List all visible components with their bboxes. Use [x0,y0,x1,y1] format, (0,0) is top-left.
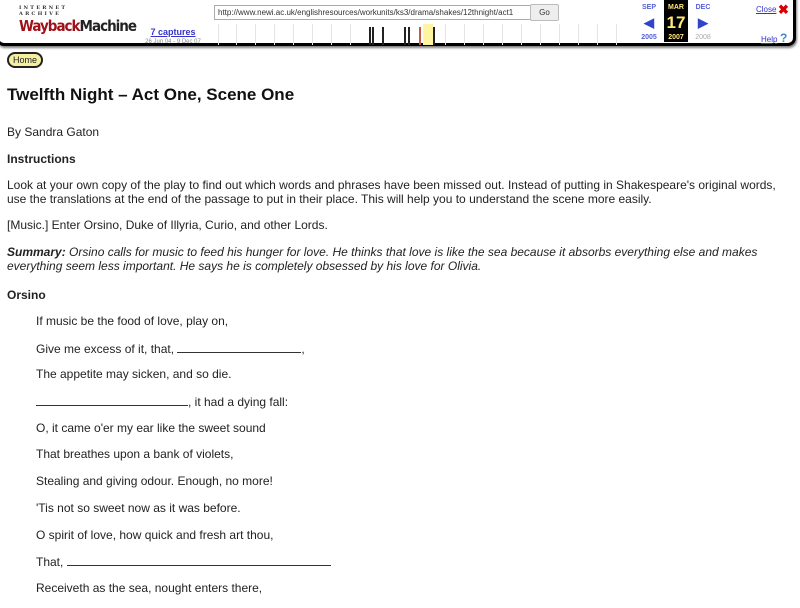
next-year: 2008 [695,34,711,41]
verse-line: Receiveth as the sea, nought enters there, [36,580,263,595]
timeline-capture-bar[interactable] [408,27,410,45]
verse-line: O, it came o'er my ear like the sweet sound [36,420,266,435]
page-content [7,84,792,595]
fill-in-blank[interactable] [36,394,188,406]
fill-in-blank[interactable] [67,554,331,566]
byline: By Sandra Gaton [7,125,100,139]
arrow-right-icon[interactable]: ▶ [698,15,708,30]
capture-navigator [636,3,721,45]
verse-line: That breathes upon a bank of violets, [36,447,234,462]
captures-range: 26 Jun 04 - 9 Dec 07 [145,39,201,45]
next-capture[interactable] [690,3,716,43]
verse-line: O spirit of love, how quick and fresh art thou, [36,527,274,542]
verse-line: Give me excess of it, that, , [36,341,305,356]
prev-year[interactable]: 2005 [641,34,657,41]
timeline-capture-bar[interactable] [369,27,371,45]
current-capture [664,0,688,42]
prev-month[interactable]: SEP [641,4,656,11]
verse-line: Stealing and giving odour. Enough, no more! [36,474,273,489]
verse-lines [36,314,331,608]
help-link[interactable]: Help [761,35,778,44]
next-month[interactable]: DEC [695,4,711,11]
verse-line: , it had a dying fall: [36,394,331,421]
arrow-left-icon[interactable]: ◀ [644,15,654,30]
logo-internet-archive: INTERNET ARCHIVE [19,5,68,17]
capture-timeline[interactable] [205,24,630,45]
timeline-capture-bar[interactable] [433,27,435,45]
timeline-current-year-highlight [423,24,433,45]
timeline-capture-bar[interactable] [372,27,374,45]
verse-line: The appetite may sicken, and so die. [36,367,232,382]
verse-line: If music be the food of love, play on, [36,314,229,328]
current-day: 17 [666,13,686,32]
stage-direction: [Music.] Enter Orsino, Duke of Illyria, Curio, and other Lords. [7,218,328,232]
wayback-toolbar [0,0,796,46]
summary-label: Summary: [7,245,66,259]
logo-wayback-machine: WaybackMachine [19,17,137,35]
timeline-capture-bar[interactable] [382,27,384,45]
timeline-capture-bar-current[interactable] [419,27,421,45]
go-button[interactable]: Go [530,4,559,21]
prev-capture[interactable] [636,3,662,43]
fill-in-blank[interactable] [177,341,301,353]
page-title: Twelfth Night – Act One, Scene One [7,85,295,104]
timeline-capture-bar[interactable] [404,27,406,45]
current-year: 2007 [668,34,684,41]
summary [7,245,797,273]
speaker-name: Orsino [7,288,46,302]
close-link[interactable]: Close [756,5,777,14]
verse-line: That, [36,554,331,581]
url-input[interactable]: http://www.newi.ac.uk/englishresources/workunits/ks3/drama/shakes/12thnight/act1 [214,5,532,20]
captures-info [134,27,212,45]
wayback-logo[interactable] [19,5,137,35]
instructions-heading: Instructions [7,152,76,166]
help-icon[interactable]: ? [780,31,788,45]
captures-link[interactable]: 7 captures [150,27,196,37]
verse-line: 'Tis not so sweet now as it was before. [36,500,241,515]
summary-text: Orsino calls for music to feed his hunger for love. He thinks that love is like the sea because it absorbs everything else and makes everything seem less important. He says he is completely obsessed by his love for Olivia. [7,245,758,273]
current-month: MAR [668,4,684,11]
home-button[interactable]: Home [7,52,43,68]
instructions-text: Look at your own copy of the play to find out which words and phrases have been missed out. Instead of putting in Shakespeare's original words, use the translations at the end of the passage to put in their place. This will help you to understand the scene more easily. [7,178,776,206]
close-icon[interactable]: ✖ [778,2,789,17]
